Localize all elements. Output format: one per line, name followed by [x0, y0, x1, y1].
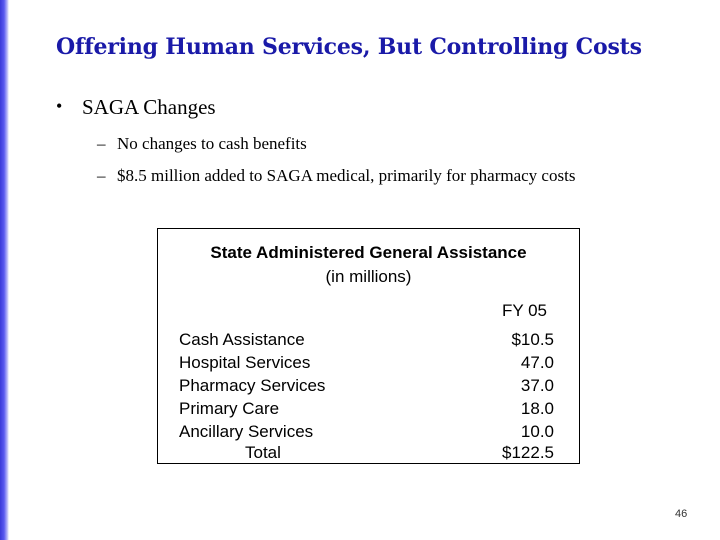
subbullet-text: No changes to cash benefits — [117, 134, 307, 153]
column-header: FY 05 — [501, 301, 547, 320]
table-row — [179, 399, 554, 422]
slide-title: Offering Human Services, But Controlling Costs — [56, 34, 642, 60]
table-row — [179, 330, 554, 353]
row-label: Total — [245, 443, 281, 462]
row-label: Hospital Services — [179, 353, 311, 372]
row-value: 18.0 — [520, 399, 554, 418]
row-value: $122.5 — [502, 443, 554, 462]
subbullet-marker: – — [97, 134, 106, 153]
bullet-marker: • — [56, 96, 63, 116]
row-label: Ancillary Services — [179, 422, 314, 441]
row-value: $10.5 — [511, 330, 554, 349]
table-total-row — [179, 443, 554, 466]
budget-table — [157, 228, 580, 464]
row-label: Primary Care — [179, 399, 280, 418]
bullet-item — [56, 95, 216, 120]
table-subtitle: (in millions) — [325, 267, 412, 286]
row-value: 37.0 — [520, 376, 554, 395]
page-number: 46 — [675, 508, 688, 520]
row-value: 47.0 — [520, 353, 554, 372]
left-accent-bar — [0, 0, 9, 540]
table-row — [179, 376, 554, 399]
bullet-text: SAGA Changes — [82, 95, 216, 119]
table-row — [179, 422, 554, 445]
subbullet-text: $8.5 million added to SAGA medical, primarily for pharmacy costs — [117, 166, 576, 185]
subbullet-item — [97, 166, 575, 186]
subbullet-item — [97, 134, 307, 154]
table-title: State Administered General Assistance — [210, 243, 527, 262]
row-value: 10.0 — [520, 422, 554, 441]
row-label: Cash Assistance — [179, 330, 305, 349]
table-row — [179, 353, 554, 376]
row-label: Pharmacy Services — [179, 376, 326, 395]
subbullet-marker: – — [97, 166, 106, 185]
